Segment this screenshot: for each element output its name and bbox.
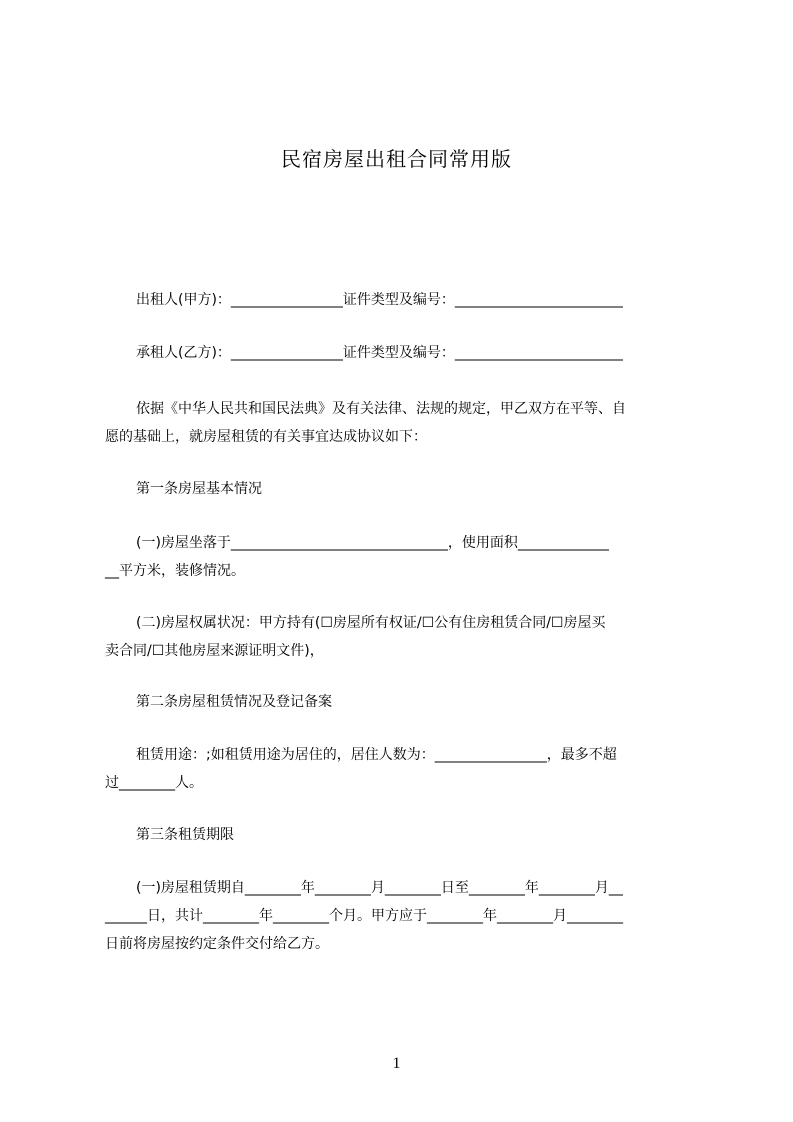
article-1-item-1-line-2: __平方米，装修情况。 bbox=[105, 563, 245, 579]
article-1-item-2-line-2: 卖合同/☐其他房屋来源证明文件)， bbox=[105, 643, 324, 659]
article-3-item-1-line-3: 日前将房屋按约定条件交付给乙方。 bbox=[105, 936, 329, 952]
article-3-item-1-line-1: (一)房屋租赁期自________年________月________日至________年________月__ bbox=[136, 880, 623, 896]
article-1-item-2-line-1: (二)房屋权属状况：甲方持有(☐房屋所有权证/☐公有住房租赁合同/☐房屋买 bbox=[136, 615, 606, 631]
lessor-line: 出租人(甲方)：________________证件类型及编号：________________________ bbox=[136, 292, 623, 308]
article-1-item-1-line-1: (一)房屋坐落于_______________________________，使用面积_____________ bbox=[136, 535, 609, 551]
page-number: 1 bbox=[392, 1055, 401, 1072]
article-2-use-line-1: 租赁用途：;如租赁用途为居住的，居住人数为：________________，最多不超 bbox=[136, 747, 617, 763]
article-3-heading: 第三条租赁期限 bbox=[136, 827, 234, 843]
article-2-use-line-2: 过________人。 bbox=[105, 775, 203, 791]
intro-line-2: 愿的基础上，就房屋租赁的有关事宜达成协议如下： bbox=[105, 429, 427, 445]
article-2-heading: 第二条房屋租赁情况及登记备案 bbox=[136, 694, 332, 710]
article-3-item-1-line-2: ______日，共计________年________个月。甲方应于________年________月________ bbox=[105, 908, 623, 924]
article-1-heading: 第一条房屋基本情况 bbox=[136, 481, 262, 497]
document-title: 民宿房屋出租合同常用版 bbox=[281, 147, 512, 171]
intro-line-1: 依据《中华人民共和国民法典》及有关法律、法规的规定，甲乙双方在平等、自 bbox=[136, 401, 626, 417]
lessee-line: 承租人(乙方)：________________证件类型及编号：________________________ bbox=[136, 345, 623, 361]
